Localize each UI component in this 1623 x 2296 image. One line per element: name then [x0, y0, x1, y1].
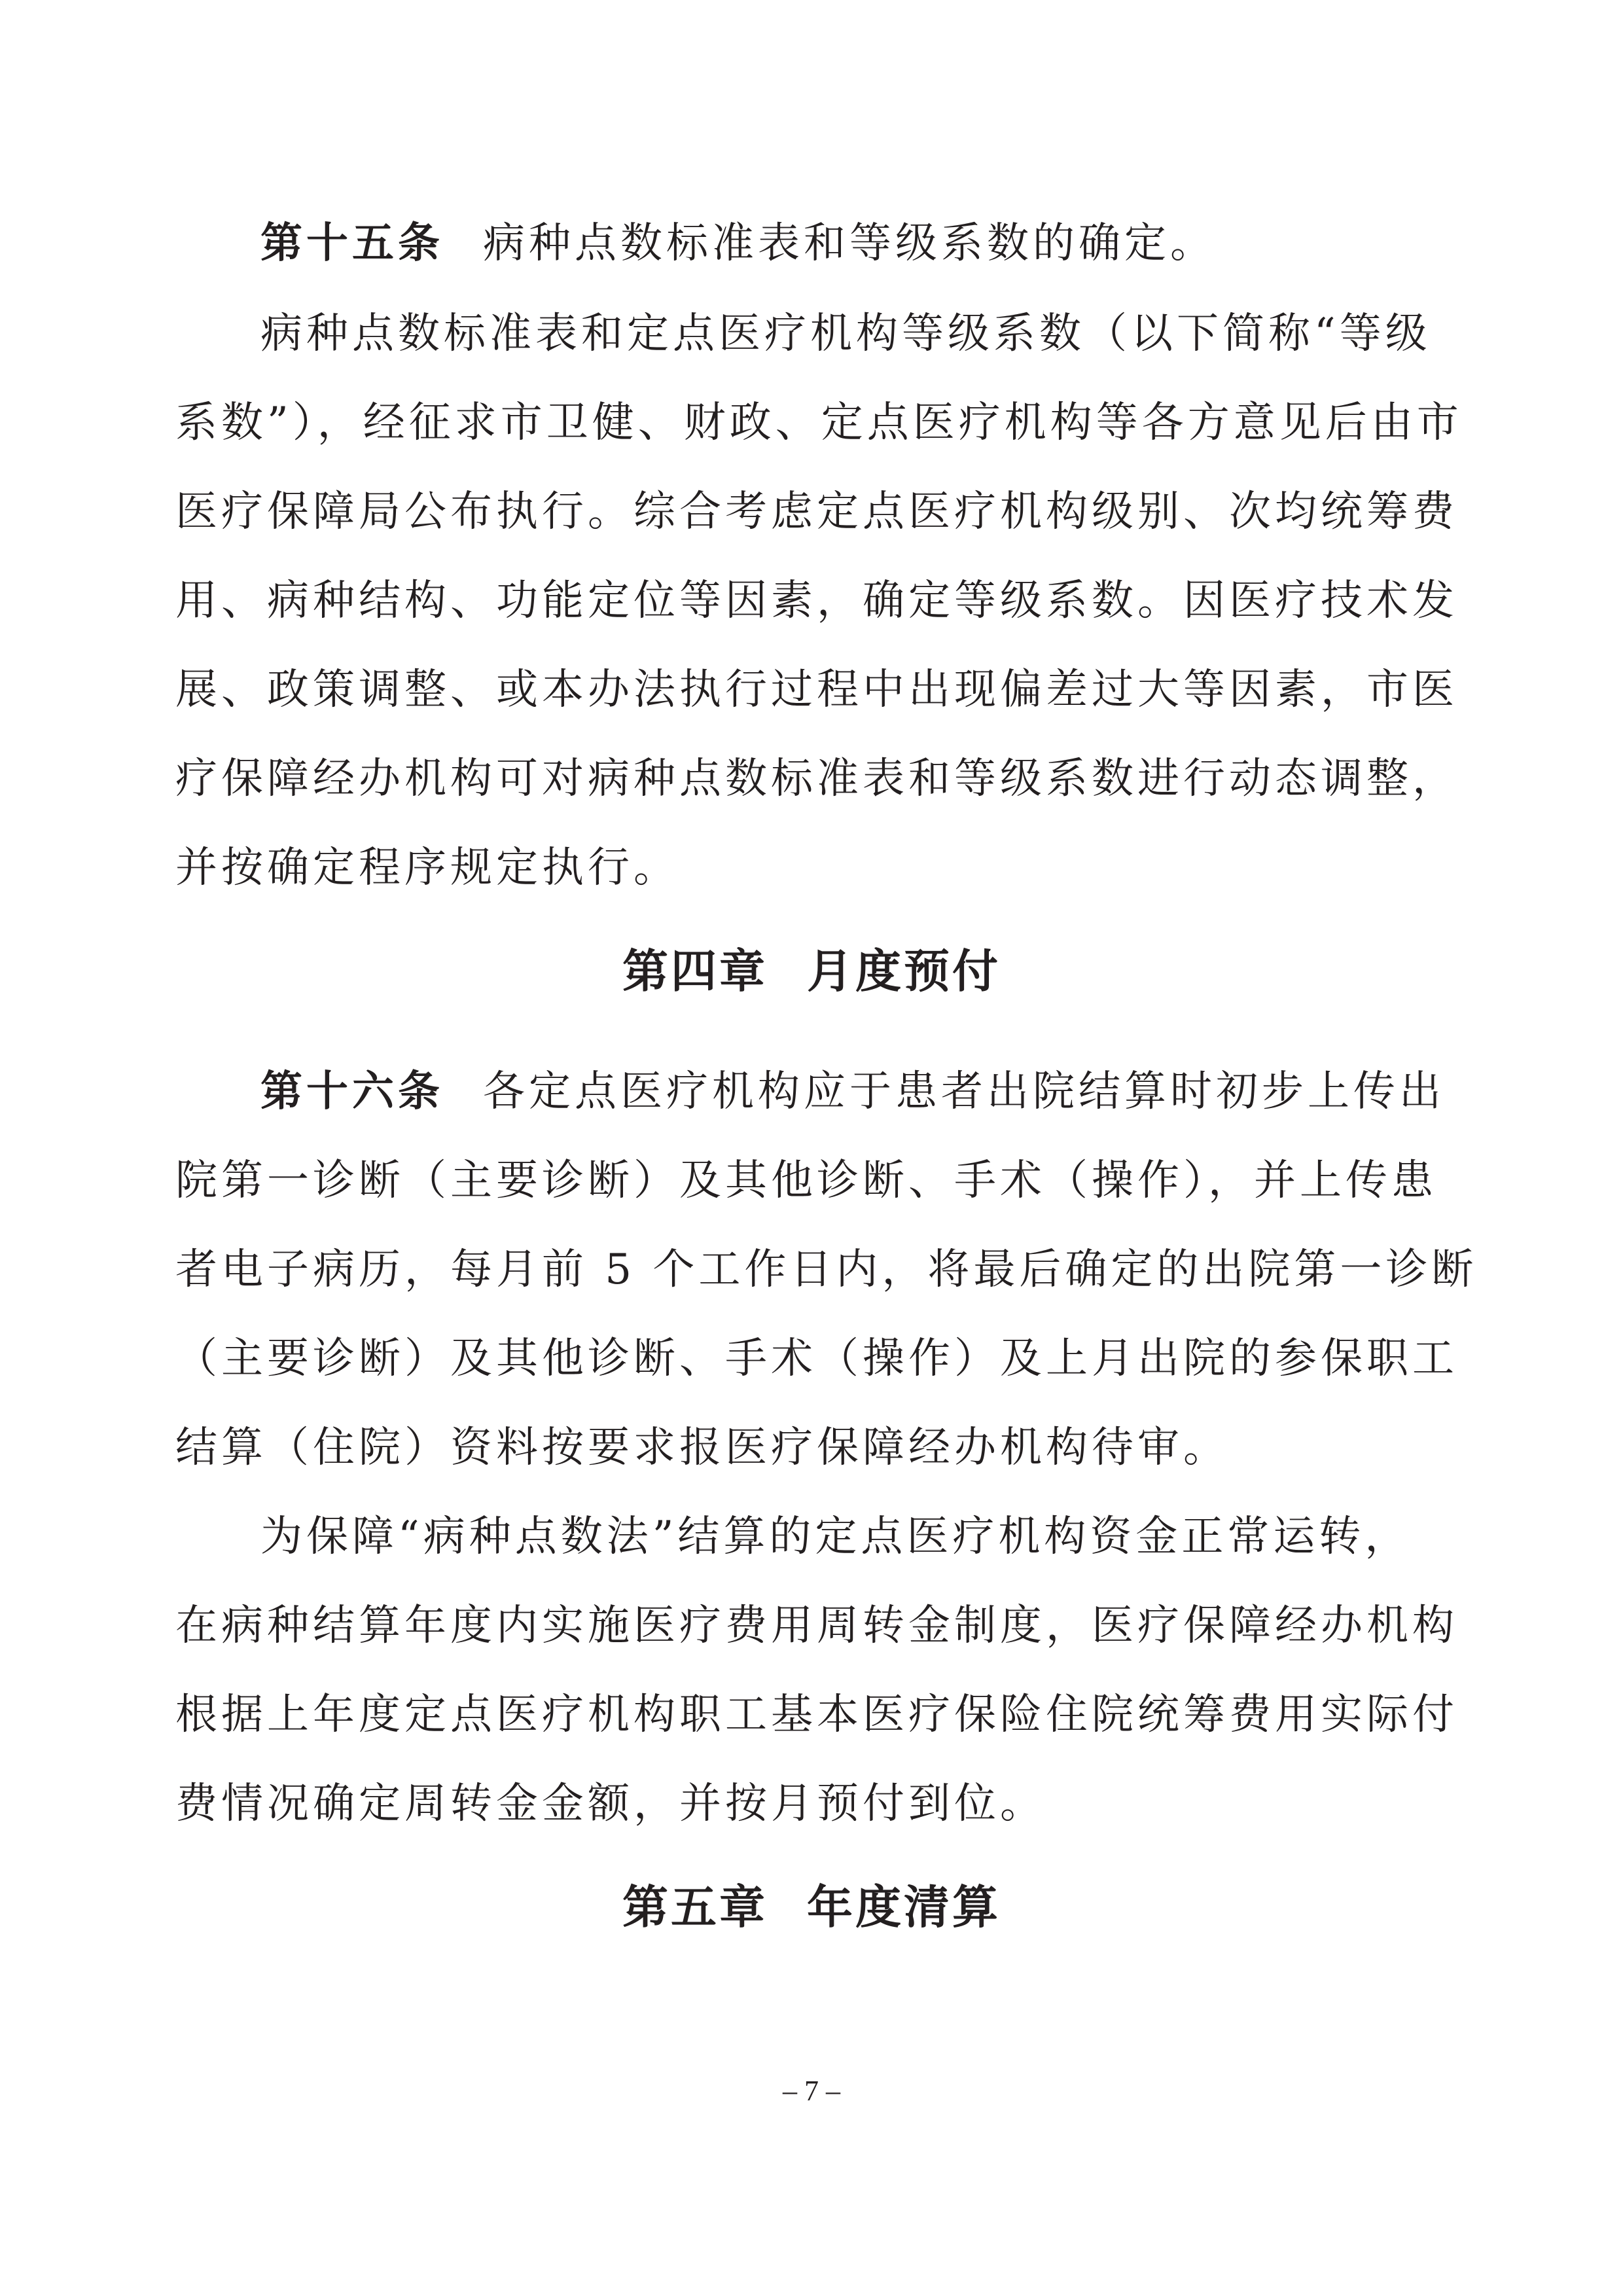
article-15-heading-line: [260, 217, 1452, 270]
article-16-p2-line-2: 在病种结算年度内实施医疗费用周转金制度，医疗保障经办机构: [175, 1602, 1458, 1650]
article-16-line-5: 结算（住院）资料按要求报医疗保障经办机构待审。: [175, 1424, 1229, 1472]
article-16-line-4: （主要诊断）及其他诊断、手术（操作）及上月出院的参保职工: [175, 1335, 1458, 1383]
article-16-line-1: [260, 1066, 1452, 1118]
article-15-heading: 第十五条: [260, 219, 444, 268]
chapter-5-label: 第五章: [622, 1880, 768, 1934]
article-16-line-3: 者电子病历，每月前 5 个工作日内，将最后确定的出院第一诊断: [175, 1246, 1478, 1294]
page-number: – 7 –: [783, 2075, 840, 2107]
article-15-line-7: 并按确定程序规定执行。: [175, 844, 679, 892]
chapter-4-label: 第四章: [622, 944, 768, 998]
article-15-line-6: 疗保障经办机构可对病种点数标准表和等级系数进行动态调整，: [175, 755, 1458, 803]
article-16-line-2: 院第一诊断（主要诊断）及其他诊断、手术（操作），并上传患: [175, 1157, 1437, 1205]
article-16-p2-line-1: 为保障“病种点数法”结算的定点医疗机构资金正常运转，: [260, 1513, 1411, 1561]
chapter-4-heading: [0, 944, 1623, 999]
article-16-heading: 第十六条: [260, 1067, 444, 1116]
article-15-title: 病种点数标准表和等级系数的确定。: [483, 219, 1216, 268]
article-15-line-2: 系数”），经征求市卫健、财政、定点医疗机构等各方意见后由市: [175, 399, 1463, 447]
article-16-p2-line-3: 根据上年度定点医疗机构职工基本医疗保险住院统筹费用实际付: [175, 1691, 1458, 1739]
chapter-5-title: 年度清算: [807, 1880, 1001, 1934]
article-16-first-text: 各定点医疗机构应于患者出院结算时初步上传出: [483, 1067, 1445, 1116]
article-15-line-1: 病种点数标准表和定点医疗机构等级系数（以下简称“等级: [260, 310, 1431, 358]
article-16-p2-line-4: 费情况确定周转金金额，并按月预付到位。: [175, 1780, 1046, 1828]
article-15-line-3: 医疗保障局公布执行。综合考虑定点医疗机构级别、次均统筹费: [175, 488, 1458, 536]
article-15-line-4: 用、病种结构、功能定位等因素，确定等级系数。因医疗技术发: [175, 577, 1458, 625]
chapter-5-heading: [0, 1880, 1623, 1935]
chapter-4-title: 月度预付: [807, 944, 1001, 998]
article-15-line-5: 展、政策调整、或本办法执行过程中出现偏差过大等因素，市医: [175, 666, 1458, 714]
